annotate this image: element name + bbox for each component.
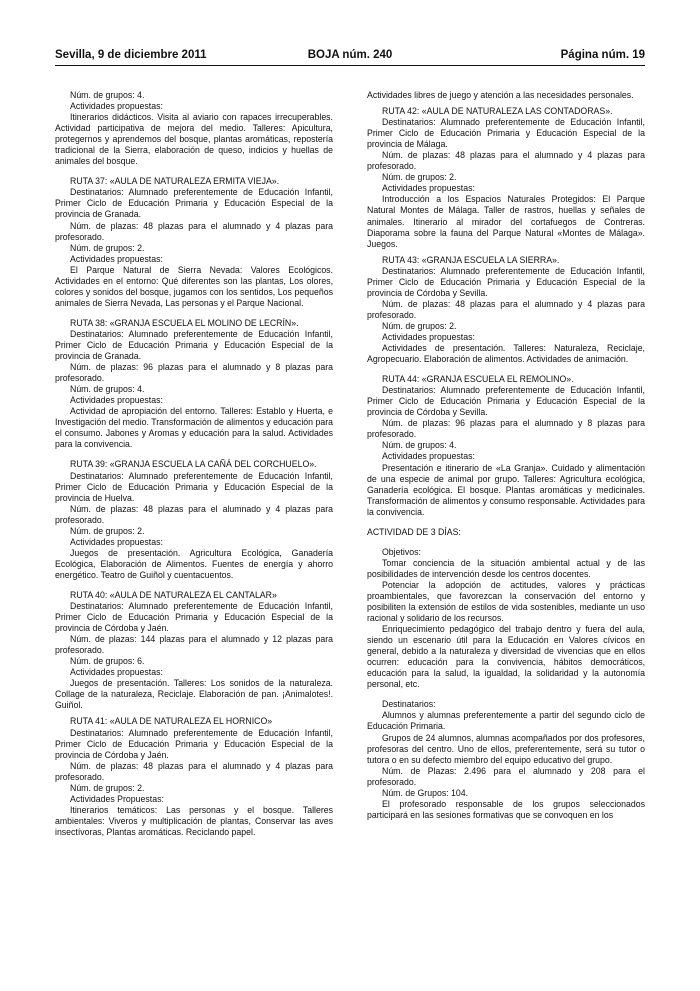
spacer: [367, 365, 645, 374]
spacer: [55, 450, 333, 459]
paragraph: Actividades propuestas:: [382, 331, 475, 342]
paragraph: Actividad de apropiación del entorno. Talleres: Establo y Huerta, e Investigación del medio. Transformación de alimentos y educación para el consumo. Jabones y Aromas y educación para la salud. Actividades para la convivencia.: [55, 406, 333, 450]
paragraph: Núm. de plazas: 48 plazas para el alumnado y 4 plazas para profesorado.: [55, 760, 333, 782]
paragraph: Actividades propuestas:: [70, 536, 163, 547]
paragraph: Itinerarios temáticos: Las personas y el bosque. Talleres ambientales: Viveros y multiplicación de plantas, Conservar las aves insectívoras, Plantas aromáticas. Reciclando papel.: [55, 804, 333, 837]
paragraph: Actividades propuestas:: [382, 183, 475, 194]
paragraph: Destinatarios: Alumnado preferentemente de Educación Infantil, Primer Ciclo de Educación Primaria y Educación Especial de la provincia de Málaga.: [367, 117, 645, 150]
header-journal: BOJA núm. 240: [307, 49, 393, 61]
paragraph: Actividades libres de juego y atención a las necesidades personales.: [367, 90, 634, 100]
paragraph: Destinatarios: Alumnado preferentemente de Educación Infantil, Primer Ciclo de Educación Primaria y Educación Especial de la provincia de Córdoba y Jaén.: [55, 727, 333, 760]
paragraph: Núm. de plazas: 48 plazas para el alumnado y 4 plazas para profesorado.: [367, 298, 645, 320]
route-heading: RUTA 41: «AULA DE NATURALEZA EL HORNICO»: [70, 716, 273, 727]
paragraph: Actividades propuestas:: [70, 667, 163, 678]
left-column: [55, 90, 333, 838]
paragraph: Núm. de plazas: 48 plazas para el alumnado y 4 plazas para profesorado.: [55, 503, 333, 525]
paragraph: Juegos de presentación. Agricultura Ecológica, Ganadería Ecológica, Elaboración de Alimentos. Fuentes de energía y ahorro energético. Teatro de Guiñol y cuentacuentos.: [55, 547, 333, 580]
paragraph: Núm. de Grupos: 104.: [382, 787, 469, 798]
paragraph: Destinatarios: Alumnado preferentemente de Educación Infantil, Primer Ciclo de Educación Primaria y Educación Especial de la provincia de Huelva.: [55, 470, 333, 503]
paragraph: Destinatarios: Alumnado preferentemente de Educación Infantil, Primer Ciclo de Educación Primaria y Educación Especial de la provincia de Granada.: [55, 328, 333, 362]
subheading: Destinatarios:: [382, 699, 436, 710]
paragraph: Núm. de Plazas: 2.496 para el alumnado y 208 para el profesorado.: [367, 765, 645, 787]
spacer: [55, 309, 333, 318]
paragraph: Juegos de presentación. Talleres: Los sonidos de la naturaleza. Collage de la naturaleza, Reciclaje. Elaboración de pan. ¡Animalotes!. Guiñol.: [55, 678, 333, 711]
paragraph: Núm. de plazas: 48 plazas para el alumnado y 4 plazas para profesorado.: [367, 150, 645, 172]
spacer: [55, 581, 333, 590]
paragraph: Núm. de grupos: 4.: [70, 90, 145, 100]
subheading: Objetivos:: [382, 546, 421, 557]
spacer: [367, 518, 645, 527]
route-heading: RUTA 44: «GRANJA ESCUELA EL REMOLINO».: [382, 374, 574, 385]
paragraph: Grupos de 24 alumnos, alumnas acompañados por dos profesores, profesoras del centro. Uno de ellos, preferentemente, será su tutor o tutora o en su defecto miembro del equipo educativo del grupo.: [367, 732, 645, 765]
route-heading: RUTA 40: «AULA DE NATURALEZA EL CANTALAR»: [70, 589, 277, 600]
header-page-number: Página núm. 19: [560, 49, 645, 61]
paragraph: Actividades propuestas:: [70, 253, 163, 264]
paragraph: Actividades propuestas:: [70, 395, 163, 406]
paragraph: Núm. de plazas: 96 plazas para el alumnado y 8 plazas para profesorado.: [55, 362, 333, 384]
paragraph: Núm. de grupos: 2.: [70, 525, 145, 536]
paragraph: Actividades propuestas:: [70, 101, 163, 112]
paragraph: Alumnos y alumnas preferentemente a partir del segundo ciclo de Educación Primaria.: [367, 710, 645, 732]
paragraph: Destinatarios: Alumnado preferentemente de Educación Infantil, Primer Ciclo de Educación Primaria y Educación Especial de la provincia de Córdoba y Sevilla.: [367, 265, 645, 298]
paragraph: Actividades de presentación. Talleres: Naturaleza, Reciclaje, Agropecuario. Elaboración de alimentos. Actividades de animación.: [367, 343, 645, 365]
paragraph: Núm. de grupos: 2.: [70, 782, 145, 793]
paragraph: Actividades propuestas:: [382, 451, 475, 462]
paragraph: Potenciar la adopción de actitudes, valores y prácticas proambientales, que favorezcan la conservación del entorno y posibiliten la extensión de estilos de vida sostenibles, mediante un uso racional y solidario de los recursos.: [367, 579, 645, 624]
route-heading: RUTA 37: «AULA DE NATURALEZA ERMITA VIEJA».: [70, 176, 280, 187]
header-date: Sevilla, 9 de diciembre 2011: [55, 49, 207, 61]
paragraph: Enriquecimiento pedagógico del trabajo dentro y fuera del aula, siendo un escenario útil para la Educación en Valores cívicos en general, debido a la naturaleza y diversidad de vivencias que en ellos ocurren: educación para la convivencia, hábitos democráticos, educación para la salud, la igualdad, la solidaridad y la autonomía personal, etc.: [367, 624, 645, 690]
route-heading: RUTA 42: «AULA DE NATURALEZA LAS CONTADORAS».: [382, 106, 613, 117]
paragraph: Destinatarios: Alumnado preferentemente de Educación Infantil, Primer Ciclo de Educación Primaria y Educación Especial de la provincia de Granada.: [55, 187, 333, 220]
header-rule: [55, 65, 645, 66]
paragraph: Presentación e itinerario de «La Granja». Cuidado y alimentación de una especie de animal por grupo. Talleres: Agricultura ecológica, Ganadería ecológica. El bosque. Plantas aromáticas y medicinales. Transformación de alimentos y consumo responsable. Actividades para la convivencia.: [367, 462, 645, 517]
paragraph: El profesorado responsable de los grupos seleccionados participará en las sesiones formativas que se convoquen en los: [367, 798, 645, 820]
paragraph: El Parque Natural de Sierra Nevada: Valores Ecológicos. Actividades en el entorno: Qué diferentes son las plantas, Los olores, colores y sonidos del bosque, jugamos con los sentidos, Los pequeños animales de Sierra Nevada, Las personas y el Parque Nacional.: [55, 264, 333, 308]
paragraph: Actividades Propuestas:: [70, 793, 164, 804]
paragraph: Núm. de grupos: 4.: [382, 440, 457, 451]
paragraph: Destinatarios: Alumnado preferentemente de Educación Infantil, Primer Ciclo de Educación Primaria y Educación Especial de la provincia de Córdoba y Sevilla.: [367, 385, 645, 418]
section-heading: ACTIVIDAD DE 3 DÍAS:: [367, 526, 461, 537]
paragraph: Núm. de plazas: 144 plazas para el alumnado y 12 plazas para profesorado.: [55, 634, 333, 656]
paragraph: Núm. de plazas: 48 plazas para el alumnado y 4 plazas para profesorado.: [55, 220, 333, 242]
page-header: [55, 49, 645, 65]
route-heading: RUTA 38: «GRANJA ESCUELA EL MOLINO DE LECRÍN».: [70, 317, 299, 328]
paragraph: Núm. de grupos: 2.: [382, 172, 457, 183]
spacer: [367, 690, 645, 699]
paragraph: Tomar conciencia de la situación ambiental actual y de las posibilidades de intervención desde los centros docentes.: [367, 557, 645, 579]
paragraph: Introducción a los Espacios Naturales Protegidos: El Parque Natural Montes de Málaga. Taller de rastros, huellas y señales de animales. Itinerario al mirador del cortafuegos de Contreras. Diaporama sobre la fauna del Parque Natural «Montes de Málaga». Juegos.: [367, 194, 645, 249]
paragraph: Destinatarios: Alumnado preferentemente de Educación Infantil, Primer Ciclo de Educación Primaria y Educación Especial de la provincia de Córdoba y Jaén.: [55, 601, 333, 634]
paragraph: Núm. de grupos: 6.: [70, 656, 145, 667]
paragraph: Núm. de grupos: 4.: [70, 384, 145, 395]
paragraph: Núm. de plazas: 96 plazas para el alumnado y 8 plazas para profesorado.: [367, 418, 645, 440]
route-heading: RUTA 39: «GRANJA ESCUELA LA CAÑÁ DEL CORCHUELO».: [70, 459, 317, 470]
paragraph: Núm. de grupos: 2.: [382, 320, 457, 331]
paragraph: Núm. de grupos: 2.: [70, 242, 145, 253]
route-heading: RUTA 43: «GRANJA ESCUELA LA SIERRA».: [382, 254, 560, 265]
right-column: [367, 90, 645, 821]
paragraph: Itinerarios didácticos. Visita al aviario con rapaces irrecuperables. Actividad participativa de mejora del medio. Talleres: Apicultura, protegernos y aprendemos del bosque, plantas aromáticas, repostería tradicional de la Sierra, elaboración de queso, indicios y huellas de animales del bosque.: [55, 112, 333, 167]
spacer: [367, 538, 645, 547]
spacer: [55, 167, 333, 176]
